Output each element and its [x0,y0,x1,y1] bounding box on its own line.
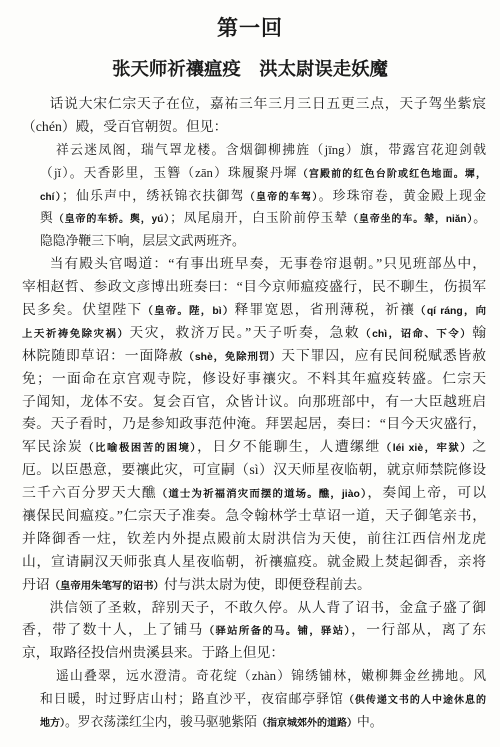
text-run: 三千六百分罗天大醮 [22,485,157,501]
text-run: 和日暖，时过野店山村；路直沙平，夜宿邮亭驿馆 [40,692,344,707]
text-run: 遥山叠翠，远水澄清。奇花绽（zhàn）锦绣铺林，嫩柳舞金丝拂地。风 [56,669,486,684]
text-run: ，日夕不能聊生，人遭缧绁 [197,439,381,455]
text-run: 祥云迷凤阁，瑞气罩龙楼。含烟御柳拂旌（jīng）旗，带露宫花迎剑戟 [56,142,486,157]
text-line [22,322,486,345]
text-line [22,391,486,414]
text-run: 天灾，救济万民。”天子听奏，急敕 [129,324,361,340]
gloss-annotation: （皇帝用朱笔写的诏书） [49,580,164,592]
gloss-annotation: （皇帝的车轿。舆，yú） [53,214,171,226]
text-line [22,436,486,459]
paragraph [22,93,486,139]
text-line [22,597,486,620]
text-line [22,413,486,436]
text-line [40,139,486,162]
text-line [22,459,486,482]
gloss-annotation: （比喻极困苦的困境） [83,443,198,455]
text-run: 话说大宋仁宗天子在位，嘉祐三年三月三日五更三点，天子驾坐紫宸 [49,96,486,111]
text-run: 禳保民间瘟疫。”仁宗天子准奏。急令翰林学士草诏一道，天子御笔亲书， [22,508,486,524]
text-line [40,230,486,253]
verse-passage [40,665,486,734]
text-run: 。罗衣荡漾红尘内，骏马驱驰紫陌 [65,715,257,730]
chapter-title: 张天师祈禳瘟疫 洪太尉误走妖魔 [112,59,388,79]
text-run: 当有殿头官喝道：“有事出班早奏，无事卷帘退朝。”只见班部丛中， [49,256,486,272]
gloss-annotation: （qí ráng，向 [415,306,487,318]
text-run: 付与洪太尉为使，即便登程前去。 [163,576,371,592]
text-line [22,276,486,299]
verse-passage [40,139,486,253]
gloss-annotation: （驿站所备的马。铺，驿站） [203,626,352,638]
gloss-annotation: （shè，免除刑罚） [183,351,282,363]
text-run: 宰相赵哲、参政文彦博出班奏曰：“目今京师瘟疫盛行，民不聊生，伤损军 [22,279,486,295]
text-line [22,574,486,597]
text-run: 。珍珠帘卷，黄金殿上现金 [318,188,487,203]
text-line [22,482,486,505]
text-run: 洪信领了圣敕，辞别天子，不敢久停。从人背了诏书，金盒子盛了御 [49,599,486,615]
text-line [22,299,486,322]
gloss-annotation: （léi xiè，牢狱） [380,443,473,455]
text-line [40,665,486,688]
text-line [22,116,486,139]
text-run: 林院随即草诏：一面降赦 [22,347,184,363]
paragraph [22,597,486,666]
gloss-annotation: （道士为祈福消灾而摆的道场。醮，jiào） [156,489,368,501]
text-run: 丹诏 [22,576,50,592]
text-run: ，奏闻上帝，可以 [367,485,487,501]
text-run: 并降御香一炷，钦差内外提点殿前太尉洪信为天使，前往江西信州龙虎 [22,530,486,546]
text-line [22,93,486,116]
text-run: 厄。以臣愚意，要禳此灾，可宣嗣（sì）汉天师星夜临朝，就京师禁院修设 [22,462,486,478]
text-run: 。 [473,211,487,226]
text-line [22,642,486,665]
text-run: 军民涂炭 [22,439,84,455]
chapter-number: 第一回 [217,16,283,40]
text-run: （jǐ）。天香影里，玉簪（zān）珠履聚丹墀 [40,165,298,180]
gloss-annotation: （指京城郊外的道路） [256,718,357,730]
text-run: 翰 [472,324,486,340]
gloss-annotation: （宫殿前的红色台阶或红色地面。墀， [297,168,486,180]
gloss-annotation: （皇帝。陛，bì） [142,306,235,318]
text-line [22,528,486,551]
text-line [22,551,486,574]
text-line [40,207,486,230]
text-run: 民多矣。伏望陛下 [22,302,143,318]
text-run: 香，带了数十人，上了铺马 [22,622,204,638]
text-run: 中。 [356,715,383,730]
gloss-annotation: 地方） [40,718,65,730]
text-run: （chén）殿，受百官朝贺。但见： [22,118,228,134]
gloss-annotation: （皇帝的车驾） [244,191,319,203]
text-line [22,619,486,642]
text-run: ；仙乐声中，绣袄锦衣扶御驾 [61,188,245,203]
text-run: 奏。天子看时，乃是参知政事范仲淹。拜罢起居，奏曰：“目今天灾盛行， [22,416,486,432]
paragraph [22,253,486,596]
text-line [40,185,486,208]
text-run: ，一行部从，离了东 [351,622,486,638]
text-line [40,688,486,711]
text-run: ；凤尾扇开，白玉阶前停玉辇 [170,211,348,226]
text-line [22,253,486,276]
text-line [40,162,486,185]
gloss-annotation: （供传递文书的人中途休息的 [343,695,487,707]
text-run: 天下罪囚，应有民间税赋悉皆赦 [281,347,487,363]
text-line [40,711,486,734]
gloss-annotation: （chì，诏命、下令） [360,328,473,340]
text-run: 之 [472,439,487,455]
text-run: 释罪宽恩，省刑薄税，祈禳 [234,302,416,318]
text-run: 子闻知，龙体不安。复会百官，众皆计议。向那班部中，有一大臣越班启 [22,393,486,409]
text-run: 京，取路径投信州贵溪县来。于路上但见： [22,645,285,661]
text-line [22,368,486,391]
text-run: 舆 [40,211,54,226]
text-line [22,345,486,368]
gloss-annotation: chí） [40,191,62,203]
gloss-annotation: （皇帝坐的车。辇，niǎn） [347,214,474,226]
text-run: 免；一面命在京宫观寺院，修设好事禳灾。不料其年瘟疫转盛。仁宗天 [22,370,486,386]
text-run: 隐隐净鞭三下响，层层文武两班齐。 [40,234,245,249]
chapter-body [22,93,486,734]
gloss-annotation: 上天祈祷免除灾祸） [22,328,130,340]
text-run: 山，宣请嗣汉天师张真人星夜临朝，祈禳瘟疫。就金殿上焚起御香，亲将 [22,553,486,569]
text-line [22,505,486,528]
